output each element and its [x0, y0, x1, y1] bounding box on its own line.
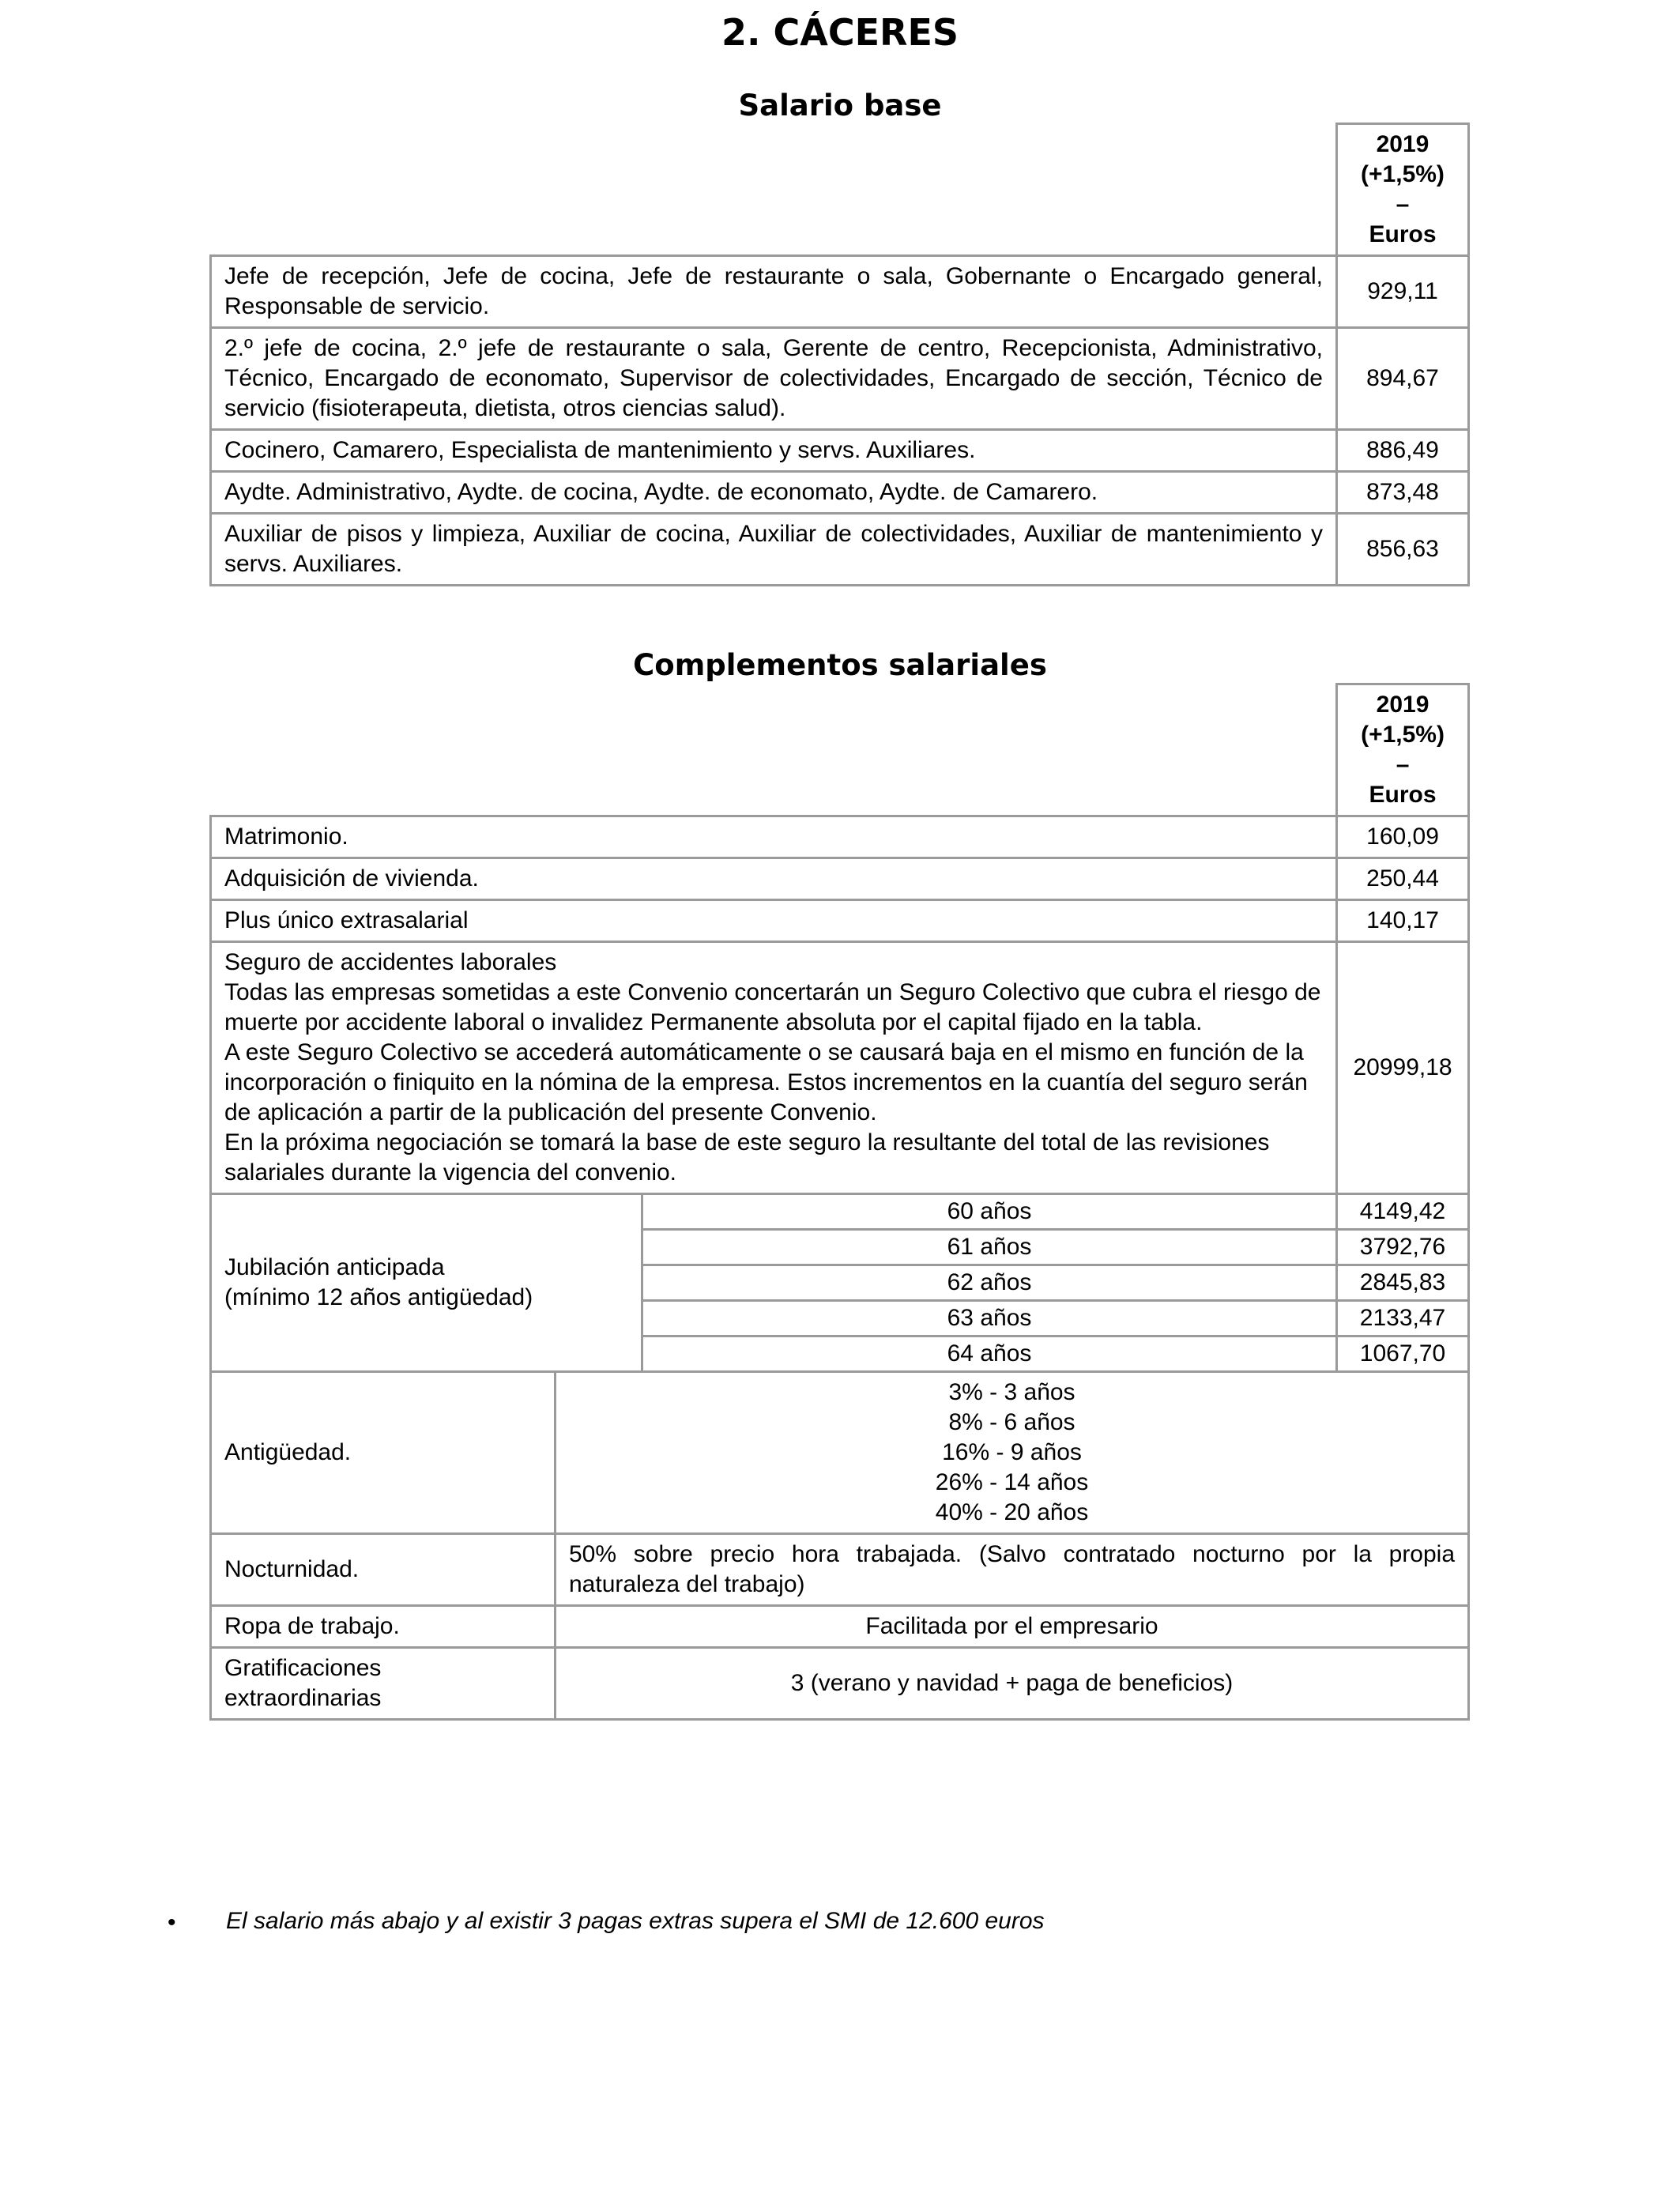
salary-value: 929,11	[1337, 256, 1469, 328]
complement-value: 140,17	[1337, 900, 1469, 942]
jubilacion-value: 3792,76	[1337, 1230, 1469, 1265]
bullet-icon: •	[168, 1909, 176, 1936]
column-header-2019: 2019 (+1,5%) – Euros	[1337, 684, 1469, 816]
category-label: Aydte. Administrativo, Aydte. de cocina, Aydte. de economato, Aydte. de Camarero.	[211, 472, 1337, 514]
salario-base-table	[209, 123, 1470, 586]
jubilacion-value: 1067,70	[1337, 1336, 1469, 1372]
jubilacion-age: 60 años	[642, 1194, 1337, 1230]
nocturnidad-label: Nocturnidad.	[211, 1534, 556, 1606]
salary-value: 873,48	[1337, 472, 1469, 514]
salary-value: 886,49	[1337, 430, 1469, 472]
table-row-antiguedad	[211, 1372, 1469, 1534]
table-row	[211, 900, 1469, 942]
salary-value: 894,67	[1337, 328, 1469, 430]
seguro-paragraph: En la próxima negociación se tomará la base de este seguro la resultante del total de las revisiones salariales durante la vigencia del convenio.	[224, 1129, 1270, 1186]
table-row	[211, 430, 1469, 472]
antiguedad-label: Antigüedad.	[211, 1372, 556, 1534]
complement-label: Matrimonio.	[211, 816, 1337, 858]
table-row-gratificaciones	[211, 1648, 1469, 1720]
complementos-table	[209, 683, 1470, 1721]
jubilacion-age: 62 años	[642, 1265, 1337, 1301]
category-label: Cocinero, Camarero, Especialista de mantenimiento y servs. Auxiliares.	[211, 430, 1337, 472]
table-row-nocturnidad	[211, 1534, 1469, 1606]
seguro-paragraph: A este Seguro Colectivo se accederá automáticamente o se causará baja en el mismo en función de la incorporación o finiquito en la nómina de la empresa. Estos incrementos en la cuantía del seguro serán de aplicación a partir de la publicación del presente Convenio.	[224, 1039, 1308, 1125]
antiguedad-values: 3% - 3 años 8% - 6 años 16% - 9 años 26% - 14 años 40% - 20 años	[556, 1372, 1469, 1534]
gratificaciones-label: Gratificaciones extraordinarias	[211, 1648, 556, 1720]
complement-value: 250,44	[1337, 858, 1469, 900]
table-row	[211, 256, 1469, 328]
complement-label: Adquisición de vivienda.	[211, 858, 1337, 900]
complement-value: 160,09	[1337, 816, 1469, 858]
section-title-complementos: Complementos salariales	[633, 648, 1047, 682]
ropa-value: Facilitada por el empresario	[556, 1606, 1469, 1648]
nocturnidad-value: 50% sobre precio hora trabajada. (Salvo contratado nocturno por la propia naturaleza del trabajo)	[556, 1534, 1469, 1606]
jubilacion-label: Jubilación anticipada (mínimo 12 años antigüedad)	[211, 1194, 642, 1372]
jubilacion-value: 2133,47	[1337, 1301, 1469, 1336]
jubilacion-age: 64 años	[642, 1336, 1337, 1372]
seguro-paragraph: Todas las empresas sometidas a este Convenio concertarán un Seguro Colectivo que cubra el riesgo de muerte por accidente laboral o invalidez Permanente absoluta por el capital fijado en la tabla.	[224, 979, 1321, 1035]
footnote-text: El salario más abajo y al existir 3 pagas extras supera el SMI de 12.600 euros	[226, 1908, 1045, 1934]
salary-value: 856,63	[1337, 514, 1469, 586]
seguro-description	[211, 942, 1337, 1194]
table-row	[211, 328, 1469, 430]
category-label: Jefe de recepción, Jefe de cocina, Jefe de restaurante o sala, Gobernante o Encargado general, Responsable de servicio.	[211, 256, 1337, 328]
column-header-2019: 2019 (+1,5%) – Euros	[1337, 124, 1469, 256]
table-row	[211, 858, 1469, 900]
category-label: Auxiliar de pisos y limpieza, Auxiliar de cocina, Auxiliar de colectividades, Auxiliar de mantenimiento y servs. Auxiliares.	[211, 514, 1337, 586]
table-row-jubilacion	[211, 1194, 1469, 1230]
table-row-ropa	[211, 1606, 1469, 1648]
page-title: 2. CÁCERES	[721, 11, 959, 54]
section-title-salario-base: Salario base	[738, 89, 942, 123]
seguro-value: 20999,18	[1337, 942, 1469, 1194]
table-row	[211, 472, 1469, 514]
table-row	[211, 514, 1469, 586]
jubilacion-age: 63 años	[642, 1301, 1337, 1336]
category-label: 2.º jefe de cocina, 2.º jefe de restaurante o sala, Gerente de centro, Recepcionista, Administrativo, Técnico, Encargado de economato, Supervisor de colectividades, Encargado de sección, Técnico de servicio (fisioterapeuta, dietista, otros ciencias salud).	[211, 328, 1337, 430]
table-header-row	[211, 124, 1469, 256]
jubilacion-value: 2845,83	[1337, 1265, 1469, 1301]
table-header-row	[211, 684, 1469, 816]
ropa-label: Ropa de trabajo.	[211, 1606, 556, 1648]
table-row-seguro	[211, 942, 1469, 1194]
seguro-title: Seguro de accidentes laborales	[224, 949, 557, 975]
gratificaciones-value: 3 (verano y navidad + paga de beneficios)	[556, 1648, 1469, 1720]
jubilacion-age: 61 años	[642, 1230, 1337, 1265]
table-row	[211, 816, 1469, 858]
jubilacion-value: 4149,42	[1337, 1194, 1469, 1230]
complement-label: Plus único extrasalarial	[211, 900, 1337, 942]
